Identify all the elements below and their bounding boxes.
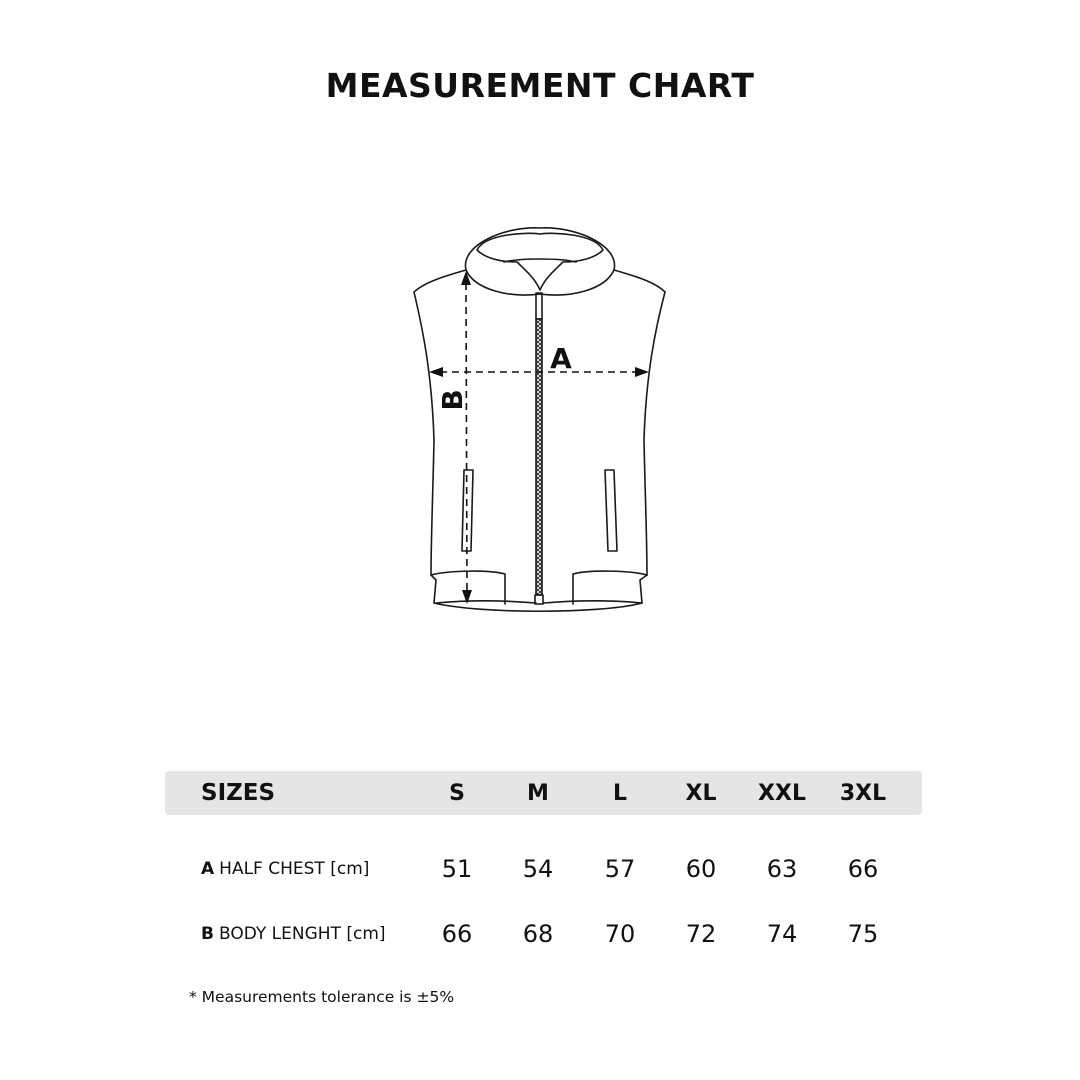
zipper-track — [536, 319, 542, 595]
measurement-a-label: A — [550, 342, 572, 375]
size-header-m: M — [527, 780, 549, 806]
sizes-header-label: SIZES — [201, 780, 276, 806]
size-header-s: S — [449, 780, 465, 806]
size-header-l: L — [612, 780, 628, 806]
half-chest-xl: 60 — [685, 854, 717, 883]
size-header-3xl: 3XL — [839, 780, 887, 806]
measurement-b-arrow — [461, 271, 472, 604]
half-chest-label — [201, 836, 369, 901]
right-pocket — [605, 470, 617, 551]
half-chest-xxl: 63 — [766, 854, 798, 883]
body-length-xxl: 74 — [766, 919, 798, 948]
body-length-label — [201, 901, 386, 966]
measurement-b-label: B — [436, 389, 469, 411]
table-row-half-chest — [165, 836, 922, 901]
hood-inner — [477, 233, 603, 290]
table-row-body-length — [165, 901, 922, 966]
body-length-xl: 72 — [685, 919, 717, 948]
size-header-xxl: XXL — [758, 780, 806, 806]
body-length-3xl: 75 — [847, 919, 879, 948]
page-title: MEASUREMENT CHART — [325, 66, 755, 105]
size-header-row — [165, 771, 922, 815]
row-letter-a: A — [201, 858, 215, 879]
tolerance-footnote: * Measurements tolerance is ±5% — [189, 988, 455, 1006]
body-length-l: 70 — [604, 919, 636, 948]
row-label-text: BODY LENGHT [cm] — [218, 923, 386, 944]
row-letter-b: B — [201, 923, 214, 944]
size-header-xl: XL — [685, 780, 717, 806]
half-chest-l: 57 — [604, 854, 636, 883]
body-length-m: 68 — [522, 919, 554, 948]
vest-measurement-illustration — [400, 220, 680, 620]
size-table — [165, 771, 922, 966]
half-chest-s: 51 — [441, 854, 473, 883]
half-chest-3xl: 66 — [847, 854, 879, 883]
hood-outline — [465, 228, 614, 295]
row-label-text: HALF CHEST [cm] — [219, 858, 370, 879]
half-chest-m: 54 — [522, 854, 554, 883]
zipper-puller — [536, 293, 542, 319]
body-length-s: 66 — [441, 919, 473, 948]
